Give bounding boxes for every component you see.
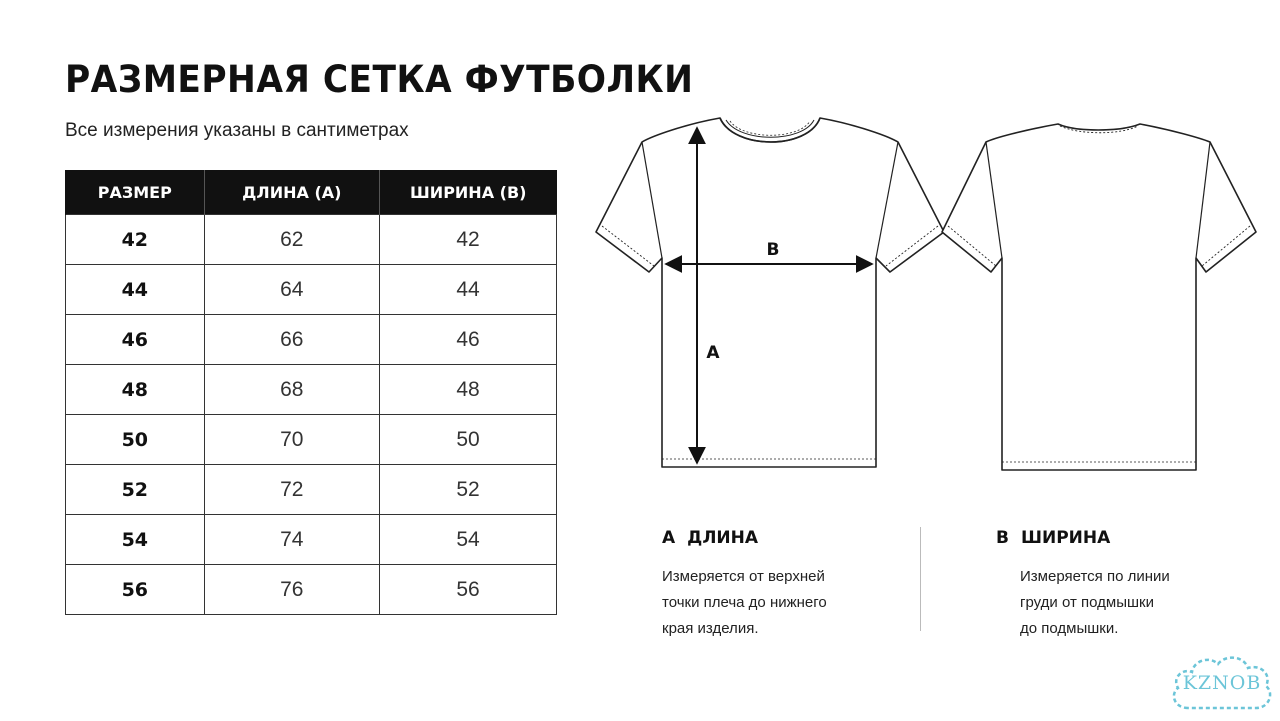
cell-size: 54 xyxy=(66,515,205,565)
legend-length-letter: A xyxy=(662,528,676,548)
legend-length-line: точки плеча до нижнего xyxy=(662,594,827,611)
cell-length: 70 xyxy=(204,415,379,465)
legend-width-line: груди от подмышки xyxy=(1020,594,1154,611)
legend-width xyxy=(996,528,1230,642)
cell-size: 56 xyxy=(66,565,205,615)
tshirt-front-icon xyxy=(596,118,944,467)
legend-width-name: ШИРИНА xyxy=(1020,528,1111,548)
cell-size: 48 xyxy=(66,365,205,415)
cell-length: 74 xyxy=(204,515,379,565)
header-width: ШИРИНА (В) xyxy=(380,170,557,215)
legend-width-line: до подмышки. xyxy=(1020,620,1119,637)
legend-width-letter: B xyxy=(996,528,1009,548)
cell-width: 42 xyxy=(380,215,557,265)
legend-length-line: Измеряется от верхней xyxy=(662,568,825,585)
cell-width: 56 xyxy=(380,565,557,615)
cell-width: 44 xyxy=(380,265,557,315)
legend-length-description xyxy=(662,564,872,642)
cell-size: 44 xyxy=(66,265,205,315)
cell-size: 46 xyxy=(66,315,205,365)
legend-length-line: края изделия. xyxy=(662,620,759,637)
page-title: РАЗМЕРНАЯ СЕТКА ФУТБОЛКИ xyxy=(65,58,694,101)
header-length: ДЛИНА (А) xyxy=(204,170,379,215)
cell-length: 72 xyxy=(204,465,379,515)
cell-width: 52 xyxy=(380,465,557,515)
header-size: РАЗМЕР xyxy=(66,170,205,215)
legend-length-name: ДЛИНА xyxy=(687,528,759,548)
legend-length xyxy=(662,528,872,642)
tshirt-back-icon xyxy=(942,124,1256,470)
legend-divider xyxy=(920,527,921,631)
page-subtitle: Все измерения указаны в сантиметрах xyxy=(65,120,409,141)
cell-width: 46 xyxy=(380,315,557,365)
cell-width: 48 xyxy=(380,365,557,415)
cell-size: 42 xyxy=(66,215,205,265)
cell-length: 76 xyxy=(204,565,379,615)
watermark xyxy=(1168,650,1276,716)
legend-width-description xyxy=(1020,564,1230,642)
cell-length: 68 xyxy=(204,365,379,415)
cell-size: 50 xyxy=(66,415,205,465)
cell-size: 52 xyxy=(66,465,205,515)
cell-width: 54 xyxy=(380,515,557,565)
label-b: B xyxy=(766,240,780,260)
cell-length: 62 xyxy=(204,215,379,265)
legend-width-line: Измеряется по линии xyxy=(1020,568,1170,585)
label-a: A xyxy=(706,343,720,363)
legend-length-heading xyxy=(662,528,872,548)
cell-length: 64 xyxy=(204,265,379,315)
legend-width-heading xyxy=(996,528,1230,548)
watermark-text: KZNOB xyxy=(1182,672,1262,694)
cell-length: 66 xyxy=(204,315,379,365)
cell-width: 50 xyxy=(380,415,557,465)
